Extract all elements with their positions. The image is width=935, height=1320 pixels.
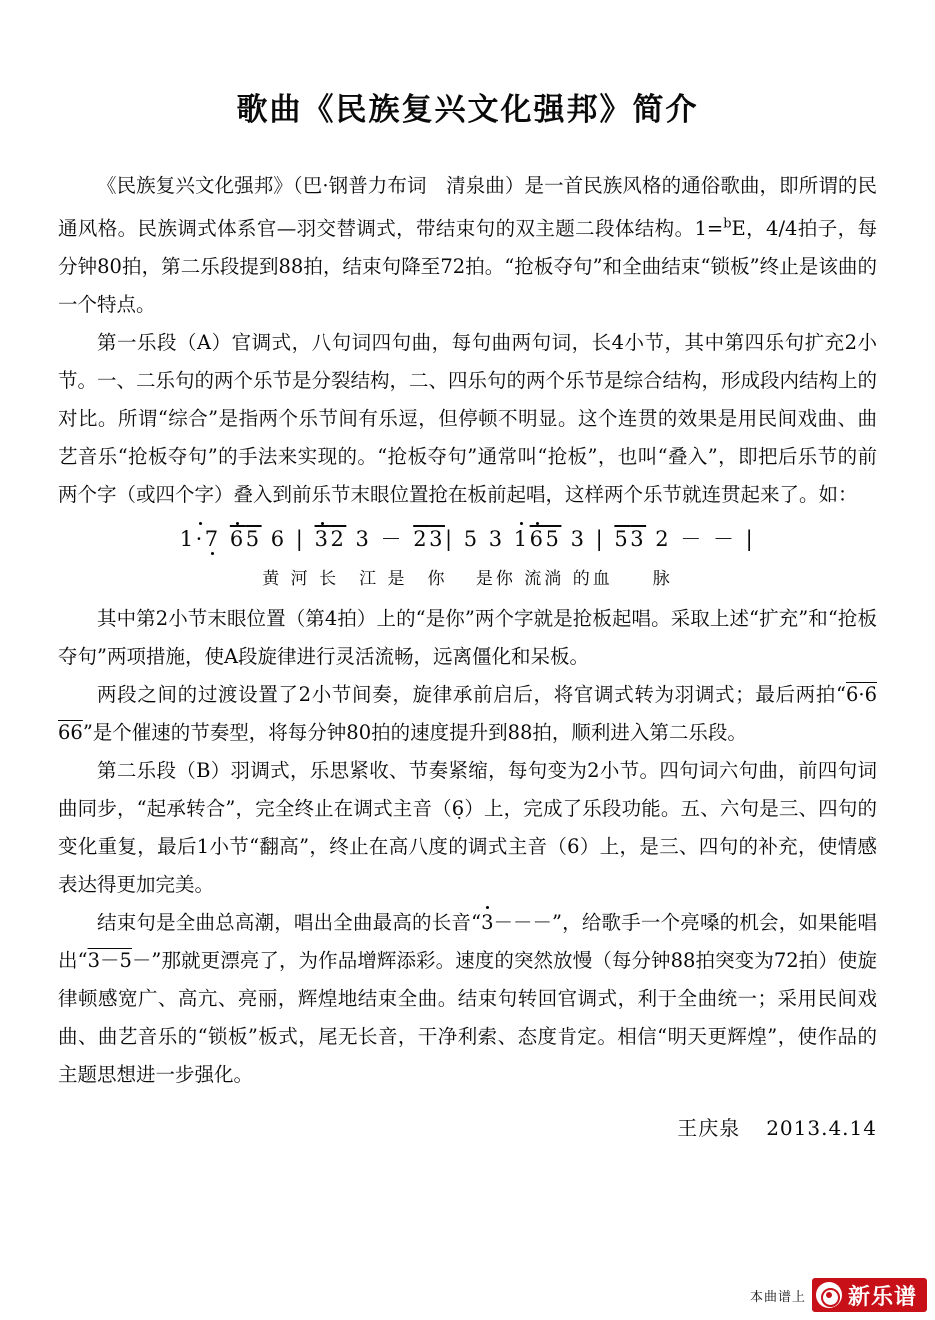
inline-notation-b: 66 <box>58 720 83 744</box>
paragraph-5: 第二乐段（B）羽调式，乐思紧收、节奏紧缩，每句变为2小节。四句词六句曲，前四句词曲同步，“起承转合”，完全终止在调式主音（6̣）上，完成了乐段功能。五、六句是三、四句的变化重复，最后1小节“翻高”，终止在高八度的调式主音（6）上，是三、四句的补充，使情感表达得更加完美。 <box>58 758 877 896</box>
inline-notation-a: 6·6 <box>845 682 877 706</box>
paragraph-2: 第一乐段（A）官调式，八句词四句曲，每句曲两句词，长4小节，其中第四乐句扩充2小节。一、二乐句的两个乐节是分裂结构，二、四乐句的两个乐节是综合结构，形成段内结构上的对比。所谓“综合”是指两个乐节间有乐逗，但停顿不明显。这个连贯的效果是用民间戏曲、曲艺音乐“抢板夺句”的手法来实现的。“抢板夺句”通常叫“抢板”，也叫“叠入”，即把后乐节的前两个字（或四个字）叠入到前乐节末眼位置抢在板前起唱，这样两个乐节就连贯起来了。如： <box>58 330 878 506</box>
paragraph-3: 其中第2小节末眼位置（第4拍）上的“是你”两个字就是抢板起唱。采取上述“扩充”和“抢板夺句”两项措施，使A段旋律进行灵活流畅，远离僵化和呆板。 <box>58 606 877 668</box>
paragraph-6 <box>58 904 877 1094</box>
signature-date: 2013.4.14 <box>766 1115 877 1140</box>
notation-lyrics: 黄 河 长 江 是 你 是你 流淌 的血 脉 <box>262 568 673 589</box>
paragraph-1 <box>58 167 877 324</box>
signature <box>0 1112 877 1141</box>
notation-numbers: 1·7 65 6 | 32 3 － 23| 5 3 165 3 | 53 2 － － | <box>179 526 756 551</box>
flat-sign: b <box>723 216 732 231</box>
paragraph-1-text: 《民族复兴文化强邦》（巴·钢普力布词 清泉曲）是一首民族风格的通俗歌曲，即所谓的民通风格。民族调式体系官—羽交替调式，带结束句的双主题二段体结构。1=$^b$E，4/4拍子，每分钟80拍，第二乐段提到88拍，结束句降至72拍。“抢板夺句”和全曲结束“锁板”终止是该曲的一个特点。 <box>58 174 878 316</box>
footer-watermark <box>750 1278 927 1312</box>
document-body <box>58 167 877 1094</box>
paragraph-4-text: 两段之间的过渡设置了2小节间奏，旋律承前启后，将官调式转为羽调式；最后两拍“6·6 66”是个催速的节奏型，将每分钟80拍的速度提升到88拍，顺利进入第二乐段。 <box>58 682 877 744</box>
site-logo <box>812 1278 927 1312</box>
paragraph-6-text: 结束句是全曲总高潮，唱出全曲最高的长音“3－－－”，给歌手一个亮嗓的机会，如果能唱出“3－5－”那就更漂亮了，为作品增辉添彩。速度的突然放慢（每分钟88拍突变为72拍）使旋律顿感宽广、高亢、亮丽，辉煌地结束全曲。结束句转回官调式，利于全曲统一；采用民间戏曲、曲艺音乐的“锁板”板式，尾无长音，干净利索、态度肯定。相信“明天更辉煌”，使作品的主题思想进一步强化。 <box>58 910 877 1086</box>
signature-name: 王庆泉 <box>677 1115 741 1140</box>
page-title: 歌曲《民族复兴文化强邦》简介 <box>236 92 699 128</box>
inline-notation-c: 3 <box>481 910 494 934</box>
music-notation-example <box>58 520 877 598</box>
site-logo-text: 新乐谱 <box>847 1284 917 1310</box>
footer-note: 本曲谱上 <box>749 1289 806 1305</box>
vinyl-record-icon <box>816 1282 842 1308</box>
paragraph-4 <box>58 676 877 752</box>
inline-notation-d: 3－5 <box>87 948 132 972</box>
